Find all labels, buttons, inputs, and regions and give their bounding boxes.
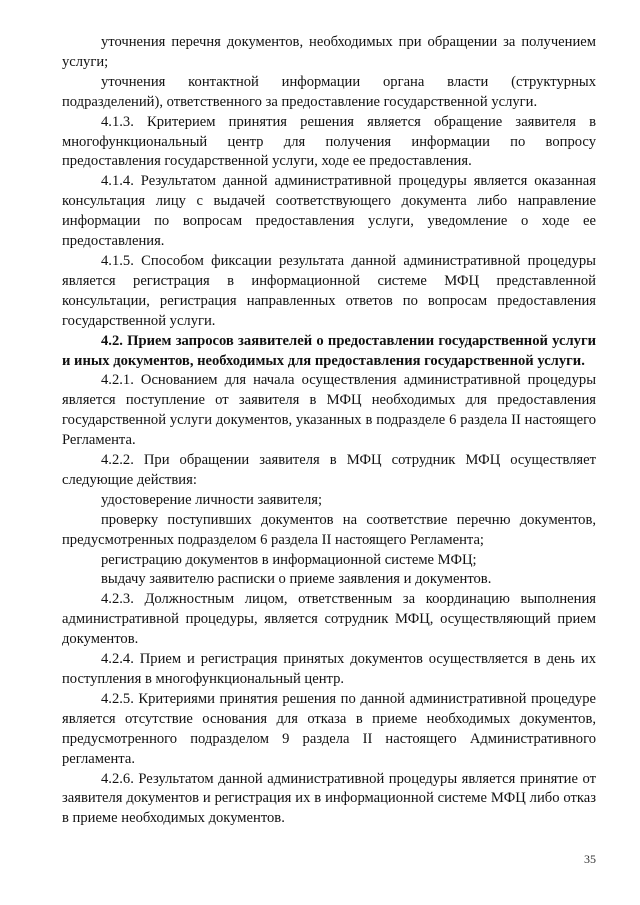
paragraph-list-item: проверку поступивших документов на соответствие перечню документов, предусмотренных подразделом 6 раздела II настоящего Регламента;	[62, 511, 596, 548]
paragraph-4-2-3: 4.2.3. Должностным лицом, ответственным за координацию выполнения административной процедуры, является сотрудник МФЦ, осуществляющий прием документов.	[62, 591, 596, 648]
paragraph-list-item: уточнения перечня документов, необходимых при обращении за получением услуги;	[62, 34, 596, 70]
section-heading-4-2: 4.2. Прием запросов заявителей о предоставлении государственной услуги и иных документов, необходимых для предоставления государственной услуги.	[62, 332, 596, 369]
paragraph-4-2-4: 4.2.4. Прием и регистрация принятых документов осуществляется в день их поступления в многофункциональный центр.	[62, 651, 596, 687]
paragraph-list-item: удостоверение личности заявителя;	[101, 491, 323, 508]
paragraph-list-item: уточнения контактной информации органа власти (структурных подразделений), ответственного за предоставление государственной услуги.	[62, 73, 596, 110]
paragraph-4-2-5: 4.2.5. Критериями принятия решения по данной административной процедуре является отсутствие основания для отказа в приеме необходимых документов, предусмотренного подразделом 9 раздела II настоящего Административного регламента.	[62, 690, 596, 767]
paragraph-4-1-5: 4.1.5. Способом фиксации результата данной административной процедуры является регистрация в информационной системе МФЦ представленной консультации, регистрация направленных ответов по вопросам предоставления государственной услуги.	[62, 252, 596, 329]
paragraph-list-item: выдачу заявителю расписки о приеме заявления и документов.	[101, 571, 492, 588]
paragraph-4-1-4: 4.1.4. Результатом данной административной процедуры является оказанная консультация лицу с выдачей соответствующего документа либо направление информации по вопросам предоставления услуги, уведомление о ходе ее предоставления.	[62, 173, 596, 250]
paragraph-4-2-2: 4.2.2. При обращении заявителя в МФЦ сотрудник МФЦ осуществляет следующие действия:	[62, 452, 596, 488]
paragraph-list-item: регистрацию документов в информационной системе МФЦ;	[101, 551, 477, 568]
paragraph-4-2-6: 4.2.6. Результатом данной административной процедуры является принятие от заявителя документов и регистрация их в информационной системе МФЦ либо отказ в приеме необходимых документов.	[62, 770, 596, 827]
paragraph-4-1-3: 4.1.3. Критерием принятия решения является обращение заявителя в многофункциональный центр для получения информации по вопросу предоставления государственной услуги, ходе ее предоставления.	[62, 113, 596, 170]
paragraph-4-2-1: 4.2.1. Основанием для начала осуществления административной процедуры является поступление от заявителя в МФЦ необходимых для предоставления государственной услуги документов, указанных в подразделе 6 раздела II настоящего Регламента.	[62, 372, 596, 449]
page-number: 35	[584, 852, 596, 866]
page-body	[62, 33, 596, 829]
